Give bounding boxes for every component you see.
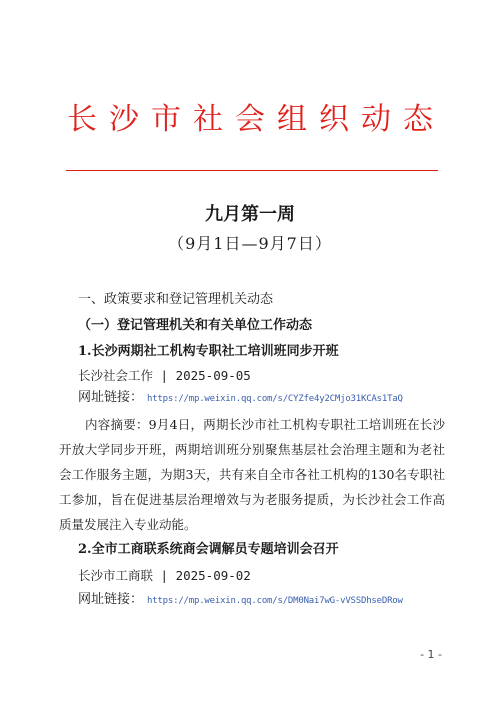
article-title-1: 1.长沙两期社工机构专职社工培训班同步开班 [78,344,339,359]
article-summary-1: 内容摘要：9月4日，两期长沙市社工机构专职社工培训班在长沙开放大学同步开班，两期培训班分别聚焦基层社会治理主题和为老社会工作服务主题，为期3天，共有来自全市各社工机构的130名专职社工参加，旨在促进基层治理增效与为老服务提质，为长沙社会工作高质量发展注入专业动能。 [59,417,445,532]
article-source-1: 长沙社会工作 | 2025-09-05 [78,368,251,383]
url-label: 网址链接： [78,592,144,607]
page-number: - 1 - [420,648,442,661]
article-url-row-1 [78,388,403,409]
issue-week: 九月第一周 [205,204,295,225]
url-label: 网址链接： [78,390,144,405]
article-source-2: 长沙市工商联 | 2025-09-02 [78,568,251,583]
article-title-2: 2.全市工商联系统商会调解员专题培训会召开 [78,542,339,557]
article-link-2[interactable]: https://mp.weixin.qq.com/s/DM0Nai7wG-vVSSDhseDRow [147,596,403,606]
subsection-heading: （一）登记管理机关和有关单位工作动态 [78,318,313,333]
issue-date-range: （9月1日—9月7日） [168,234,332,253]
article-url-row-2 [78,590,403,611]
masthead-divider [66,170,438,171]
masthead-title: 长沙市社会组织动态 [67,102,445,137]
section-heading: 一、政策要求和登记管理机关动态 [78,292,274,307]
article-link-1[interactable]: https://mp.weixin.qq.com/s/CYZfe4y2CMjo31KCAs1TaQ [147,394,403,404]
